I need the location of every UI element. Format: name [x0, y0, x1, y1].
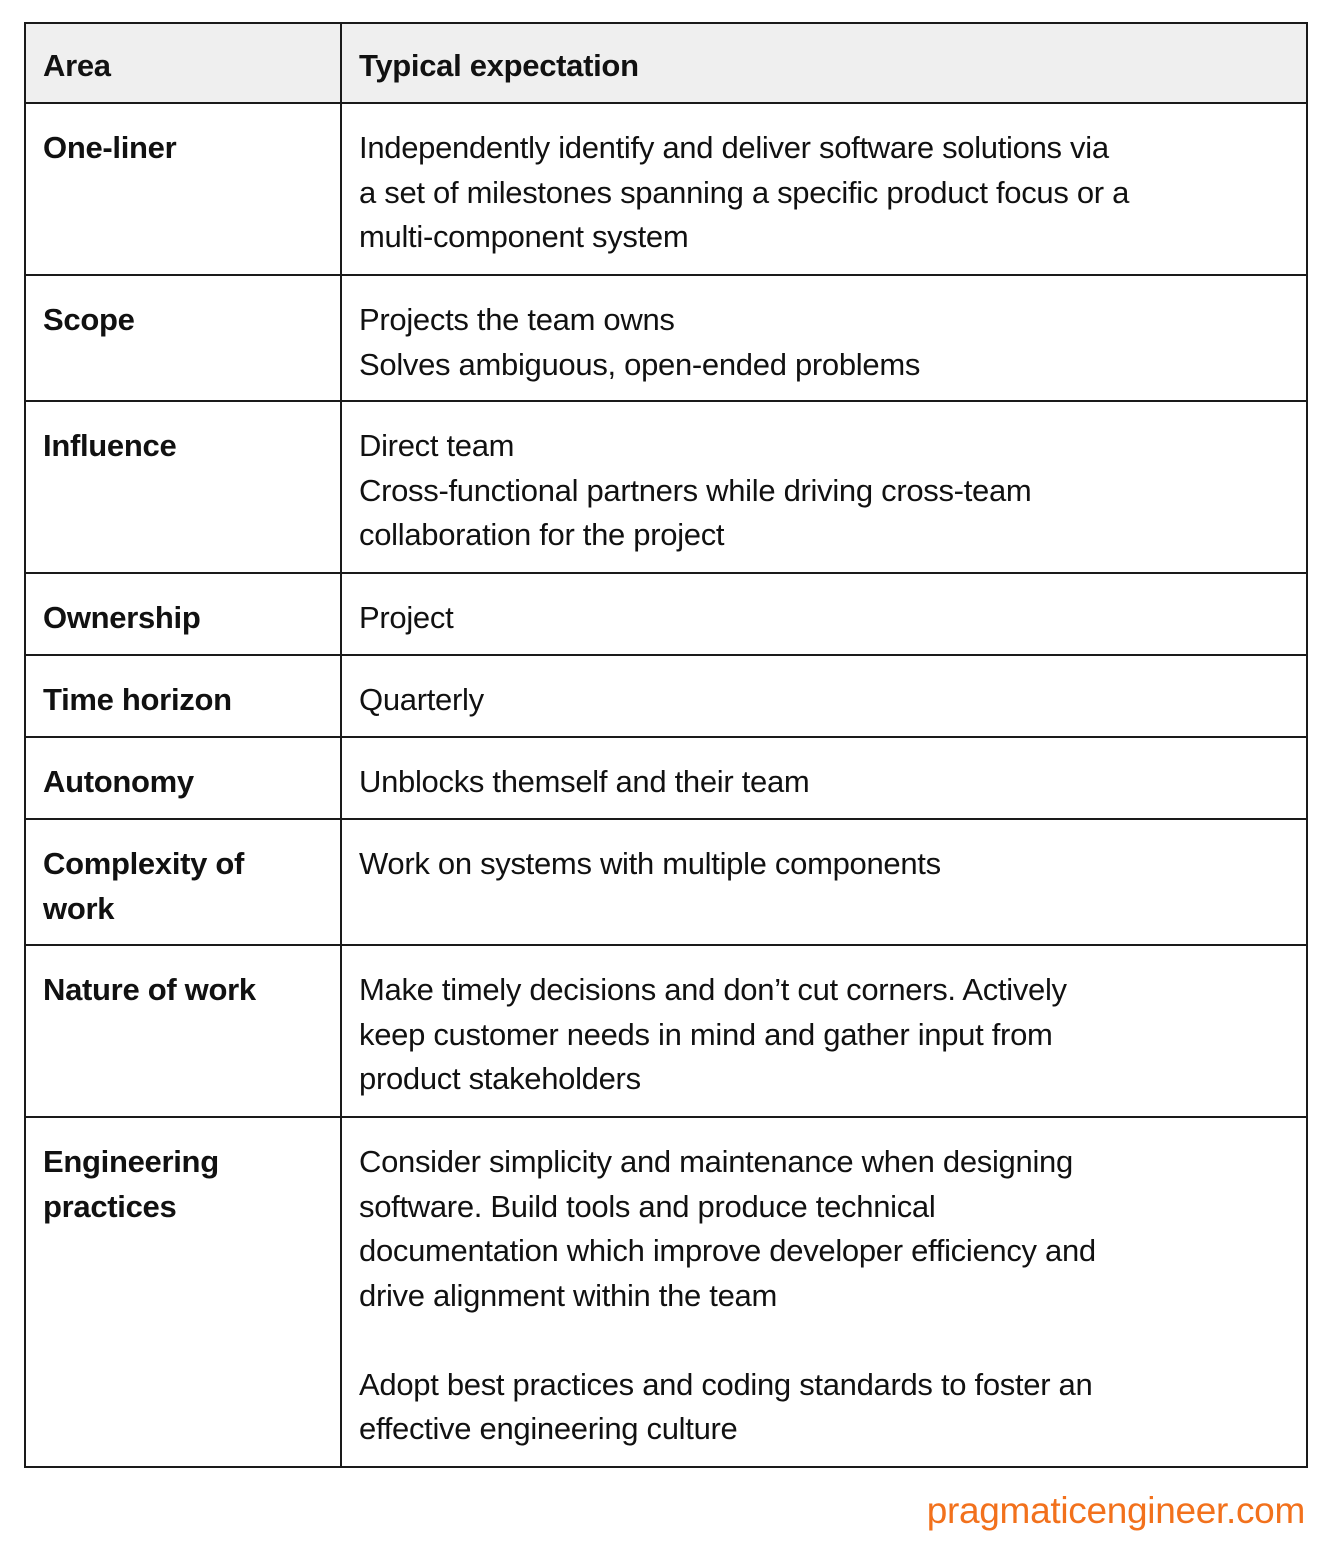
- expectation-text-line: Make timely decisions and don’t cut corners. Actively: [359, 972, 1067, 1007]
- expectation-text-line: Unblocks themself and their team: [359, 764, 810, 799]
- table-row: [25, 275, 1307, 401]
- area-label-line: One-liner: [43, 130, 177, 165]
- expectation-text-line: drive alignment within the team: [359, 1277, 778, 1313]
- area-label-line: Ownership: [43, 600, 201, 635]
- area-cell: [25, 655, 341, 737]
- area-label-line: Influence: [43, 428, 177, 463]
- area-label-line: practices: [43, 1188, 177, 1224]
- area-label-line: Scope: [43, 302, 135, 337]
- expectation-text-line: Direct team: [359, 428, 515, 463]
- expectation-text-line: Project: [359, 600, 454, 635]
- expectation-text-line: effective engineering culture: [359, 1411, 738, 1446]
- expectation-text-line: Adopt best practices and coding standards to foster an: [359, 1366, 1093, 1402]
- table-row: [25, 573, 1307, 655]
- expectation-text-line: a set of milestones spanning a specific product focus or a: [359, 174, 1130, 210]
- expectation-text-line: Consider simplicity and maintenance when designing: [359, 1144, 1073, 1179]
- area-cell: [25, 401, 341, 573]
- area-cell: [25, 737, 341, 819]
- table-row: [25, 819, 1307, 945]
- area-cell: [25, 819, 341, 945]
- area-label-line: Nature of work: [43, 972, 256, 1007]
- table-row: [25, 655, 1307, 737]
- area-label-line: work: [43, 890, 115, 926]
- area-label-line: Engineering: [43, 1144, 219, 1179]
- table-row: [25, 945, 1307, 1117]
- expectation-text-line: Cross-functional partners while driving cross-team: [359, 472, 1032, 508]
- expectation-text-line: keep customer needs in mind and gather input from: [359, 1016, 1053, 1052]
- table-body: [25, 103, 1307, 1467]
- area-cell: [25, 275, 341, 401]
- column-header-area: Area: [25, 23, 341, 103]
- area-label-line: Time horizon: [43, 682, 232, 717]
- expectation-text-line: software. Build tools and produce technical: [359, 1188, 936, 1224]
- table-row: [25, 103, 1307, 275]
- table-header-row: [25, 23, 1307, 103]
- expectation-text-line: Projects the team owns: [359, 302, 675, 337]
- expectation-cell: [341, 819, 1307, 945]
- area-cell: [25, 573, 341, 655]
- expectations-table: [24, 22, 1308, 1468]
- paragraph-gap: [359, 1318, 1290, 1363]
- expectation-text-line: Solves ambiguous, open-ended problems: [359, 346, 921, 382]
- table-row: [25, 1117, 1307, 1467]
- expectation-text-line: Work on systems with multiple components: [359, 846, 941, 881]
- area-label-line: Complexity of: [43, 846, 245, 881]
- table-row: [25, 401, 1307, 573]
- area-cell: [25, 945, 341, 1117]
- area-cell: [25, 103, 341, 275]
- expectation-cell: [341, 1117, 1307, 1467]
- expectation-cell: [341, 945, 1307, 1117]
- expectation-text-line: Independently identify and deliver software solutions via: [359, 130, 1109, 165]
- expectation-cell: [341, 655, 1307, 737]
- expectation-text-line: product stakeholders: [359, 1061, 641, 1096]
- watermark-text: pragmaticengineer.com: [926, 1490, 1305, 1531]
- table-row: [25, 737, 1307, 819]
- expectation-cell: [341, 401, 1307, 573]
- area-cell: [25, 1117, 341, 1467]
- area-label-line: Autonomy: [43, 764, 194, 799]
- expectation-text-line: collaboration for the project: [359, 517, 725, 552]
- expectation-text-line: documentation which improve developer efficiency and: [359, 1233, 1096, 1268]
- expectation-cell: [341, 573, 1307, 655]
- expectation-text-line: Quarterly: [359, 682, 484, 717]
- expectation-cell: [341, 275, 1307, 401]
- expectation-text-line: multi-component system: [359, 219, 689, 254]
- expectation-cell: [341, 103, 1307, 275]
- column-header-typical-expectation: Typical expectation: [341, 23, 1307, 103]
- expectation-cell: [341, 737, 1307, 819]
